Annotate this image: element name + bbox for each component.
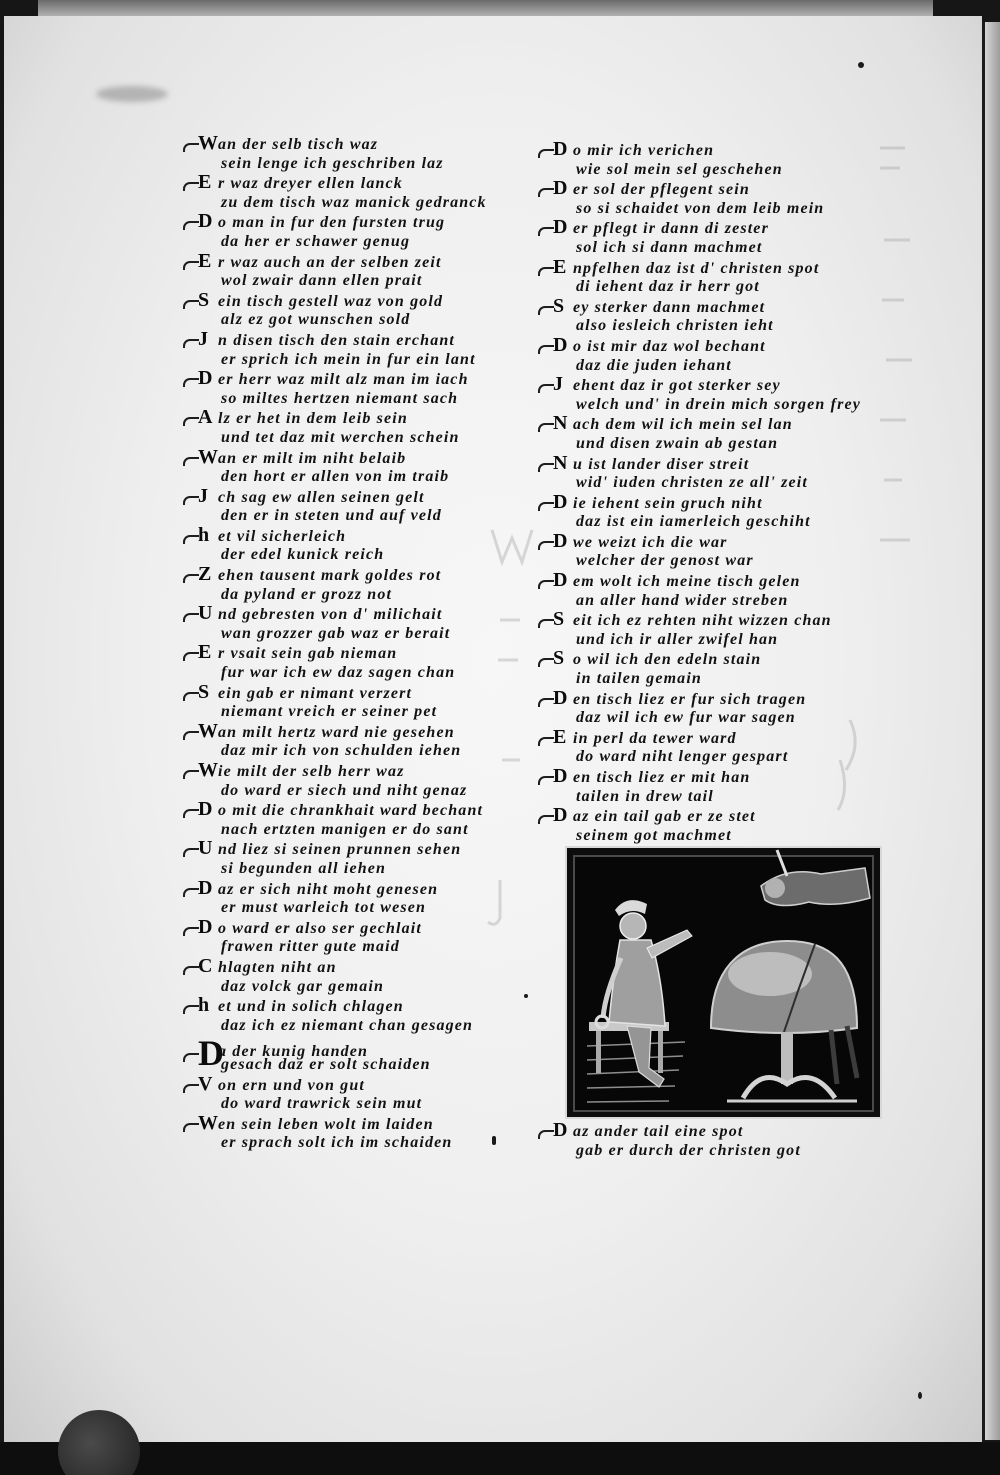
verse-line: [198, 467, 528, 487]
binding-edge: [982, 22, 1000, 1440]
initial-letter: D: [198, 369, 218, 389]
verse-line: [553, 1121, 888, 1141]
initial-letter: J: [198, 330, 218, 350]
initial-letter: D: [198, 918, 218, 938]
verse-text: und disen zwain ab gestan: [576, 434, 779, 452]
verse-line: [198, 484, 528, 507]
verse-line: [553, 529, 888, 552]
initial-letter: C: [198, 957, 218, 977]
verse-text: daz ich ez niemant chan gesagen: [221, 1016, 474, 1034]
verse-line: [198, 741, 528, 761]
initial-letter: W: [198, 132, 218, 154]
initial-letter: D: [553, 571, 573, 591]
verse-line: [553, 725, 888, 748]
verse-line: [198, 249, 528, 272]
verse-line: [198, 565, 528, 585]
initial-letter: S: [553, 649, 573, 669]
verse-text: zu dem tisch waz manick gedranck: [221, 193, 487, 211]
verse-line: [198, 954, 528, 977]
verse-line: [553, 610, 888, 630]
initial-letter: D: [553, 806, 573, 826]
verse-line: [198, 408, 528, 428]
initial-letter: N: [553, 414, 573, 434]
verse-line: [553, 686, 888, 709]
verse-line: [198, 134, 528, 154]
verse-text: und tet daz mit werchen schein: [221, 428, 460, 446]
initial-letter: V: [198, 1075, 218, 1095]
verse-text: lz er het in dem leib sein: [218, 410, 408, 428]
verse-text: wol zwair dann ellen prait: [221, 272, 423, 290]
verse-text: an er milt im niht belaib: [218, 449, 407, 467]
verse-line: [553, 333, 888, 356]
verse-text: so miltes hertzen niemant sach: [221, 389, 459, 407]
verse-line: [198, 719, 528, 742]
verse-text: alz ez got wunschen sold: [221, 311, 411, 329]
verse-text: ein tisch gestell waz von gold: [218, 292, 444, 310]
initial-letter: W: [198, 759, 218, 781]
verse-text: und ich ir aller zwifel han: [576, 630, 779, 648]
verse-text: r vsait sein gab nieman: [218, 645, 398, 663]
verse-line: [198, 585, 528, 605]
verse-line: [553, 512, 888, 532]
initial-letter: D: [553, 140, 573, 160]
verse-text: seinem got machmet: [576, 826, 732, 844]
verse-line: [553, 630, 888, 650]
initial-letter: U: [198, 604, 218, 624]
initial-letter: N: [553, 454, 573, 474]
verse-line: [198, 369, 528, 389]
verse-text: an aller hand wider streben: [576, 591, 789, 609]
verse-text: er pflegt ir dann di zester: [573, 220, 769, 238]
verse-text: sein lenge ich geschriben laz: [221, 154, 444, 172]
verse-text: wan grozzer gab waz er berait: [221, 624, 451, 642]
verse-text: so si schaidet von dem leib mein: [576, 199, 825, 217]
verse-text: a der kunig handen: [218, 1043, 369, 1061]
verse-text: er must warleich tot wesen: [221, 899, 427, 917]
verse-line: [198, 876, 528, 899]
verse-text: si begunden all iehen: [221, 859, 387, 877]
initial-letter: U: [198, 839, 218, 859]
verse-text: also iesleich christen ieht: [576, 317, 774, 335]
verse-text: nach ertzten manigen er do sant: [221, 820, 469, 838]
verse-line: [198, 663, 528, 683]
initial-letter: J: [553, 375, 573, 395]
verse-line: [198, 506, 528, 526]
verse-text: ch sag ew allen seinen gelt: [218, 488, 425, 506]
initial-letter: A: [198, 408, 218, 428]
initial-letter: S: [553, 297, 573, 317]
verse-line: [198, 915, 528, 938]
verse-text: do ward niht lenger gespart: [576, 748, 789, 766]
verse-line: [553, 649, 888, 669]
verse-line: [198, 859, 528, 879]
verse-line: [198, 937, 528, 957]
verse-text: az ein tail gab er ze stet: [573, 808, 756, 826]
initial-letter: D: [553, 532, 573, 552]
verse-line: [553, 826, 888, 846]
initial-letter: W: [198, 719, 218, 742]
initial-letter: W: [198, 1111, 218, 1134]
verse-line: [553, 356, 888, 376]
verse-line: [553, 490, 888, 513]
initial-letter: h: [198, 996, 218, 1016]
text-column-left: [198, 134, 528, 1153]
verse-line: [198, 173, 528, 193]
verse-line: [553, 294, 888, 317]
verse-line: [198, 545, 528, 565]
verse-text: eit ich ez rehten niht wizzen chan: [573, 612, 832, 630]
verse-text: daz volck gar gemain: [221, 977, 384, 995]
verse-line: [553, 179, 888, 199]
verse-line: [198, 389, 528, 409]
verse-text: nd gebresten von d' milichait: [218, 606, 443, 624]
ink-dot: [918, 1392, 922, 1399]
initial-letter: E: [198, 252, 218, 272]
verse-text: ie iehent sein gruch niht: [573, 494, 763, 512]
verse-line: [553, 669, 888, 689]
verse-text: en tisch liez er mit han: [573, 769, 751, 786]
initial-letter: Z: [198, 565, 218, 585]
initial-letter: D: [553, 767, 573, 787]
verse-text: tailen in drew tail: [576, 787, 714, 805]
verse-line: [198, 1111, 528, 1134]
initial-letter: D: [553, 218, 573, 238]
verse-line: [553, 451, 888, 474]
initial-letter: S: [553, 610, 573, 630]
verse-text: den er in steten und auf veld: [221, 507, 442, 525]
verse-text: fur war ich ew daz sagen chan: [221, 664, 456, 682]
verse-text: in tailen gemain: [576, 670, 702, 688]
verse-line: [553, 787, 888, 807]
verse-line: [198, 702, 528, 722]
verse-text: di iehent daz ir herr got: [576, 278, 760, 296]
verse-text: ey sterker dann machmet: [573, 298, 766, 316]
verse-line: [553, 806, 888, 826]
initial-letter: D: [198, 800, 218, 820]
verse-line: [198, 350, 528, 370]
verse-text: ehen tausent mark goldes rot: [218, 567, 442, 585]
verse-line: [198, 898, 528, 918]
verse-text: et und in solich chlagen: [218, 998, 404, 1016]
initial-letter: h: [198, 526, 218, 546]
verse-text: ie milt der selb herr waz: [218, 763, 405, 780]
verse-line: [198, 996, 528, 1016]
verse-line: [198, 288, 528, 311]
verse-text: an milt hertz ward nie gesehen: [218, 723, 455, 741]
verse-text: en sein leben wolt im laiden: [218, 1115, 434, 1133]
verse-text: do ward trawrick sein mut: [221, 1095, 423, 1113]
verse-line: [553, 747, 888, 767]
verse-text: er sprich ich mein in fur ein lant: [221, 350, 476, 368]
verse-text: daz ist ein iamerleich geschiht: [576, 513, 811, 531]
miniature-drawing: [565, 846, 882, 1119]
verse-text: ein gab er nimant verzert: [218, 684, 413, 702]
verse-text: daz die juden iehant: [576, 356, 732, 374]
verse-text: daz wil ich ew fur war sagen: [576, 709, 796, 727]
verse-text: we weizt ich die war: [573, 533, 728, 551]
initial-letter: E: [198, 643, 218, 663]
verse-line: [198, 680, 528, 703]
verse-line: [553, 395, 888, 415]
text-column-right: [553, 140, 888, 845]
verse-line: [198, 310, 528, 330]
verse-line: [553, 199, 888, 219]
verse-line: [553, 591, 888, 611]
verse-line: [553, 255, 888, 278]
initial-letter: S: [198, 291, 218, 311]
verse-line: [553, 238, 888, 258]
initial-letter: W: [198, 445, 218, 468]
verse-text: welch und' in drein mich sorgen frey: [576, 395, 861, 413]
verse-line: [198, 445, 528, 468]
verse-text: den hort er allen von im traib: [221, 468, 450, 486]
initial-letter: D: [198, 212, 218, 232]
verse-text: on ern und von gut: [218, 1076, 365, 1094]
verse-line: [553, 551, 888, 571]
verse-text: ehent daz ir got sterker sey: [573, 377, 781, 395]
verse-text: wie sol mein sel geschehen: [576, 160, 783, 178]
verse-text: ach dem wil ich mein sel lan: [573, 416, 793, 434]
verse-line: [198, 193, 528, 213]
verse-text: az er sich niht moht genesen: [218, 880, 439, 898]
verse-line: [198, 1072, 528, 1095]
initial-letter: D: [553, 493, 573, 513]
verse-text: o mit die chrankhait ward bechant: [218, 802, 484, 820]
verse-line: [198, 327, 528, 350]
verse-line: [198, 154, 528, 174]
verse-line: [198, 781, 528, 801]
initial-letter: E: [553, 258, 573, 278]
verse-line: [553, 140, 888, 160]
verse-line: [198, 1055, 528, 1075]
verse-line: [553, 708, 888, 728]
verse-line: [198, 271, 528, 291]
verse-text: em wolt ich meine tisch gelen: [573, 573, 801, 591]
verse-text: o man in fur den fursten trug: [218, 214, 446, 232]
initial-letter: D: [553, 1121, 573, 1141]
verse-text: hlagten niht an: [218, 958, 337, 976]
verse-line: [553, 414, 888, 434]
verse-line: [198, 1016, 528, 1036]
verse-line: [553, 434, 888, 454]
ink-dot: [858, 62, 864, 68]
verse-text: o ward er also ser gechlait: [218, 919, 422, 937]
verse-line: [553, 277, 888, 297]
verse-line: [198, 523, 528, 546]
verse-text: da pyland er grozz not: [221, 585, 393, 603]
verse-text: da her er schawer genug: [221, 232, 411, 250]
verse-line: [553, 316, 888, 336]
verse-text: er sol der pflegent sein: [573, 181, 750, 199]
verse-text: o ist mir daz wol bechant: [573, 337, 766, 355]
verse-line: [553, 767, 888, 787]
verse-line: [198, 643, 528, 663]
verse-text: gesach daz er solt schaiden: [221, 1055, 431, 1073]
stain-mark: [96, 86, 168, 102]
verse-line: [198, 428, 528, 448]
verse-text: r waz auch an der selben zeit: [218, 253, 442, 271]
verse-line: [553, 160, 888, 180]
initial-letter: D: [198, 1033, 224, 1074]
verse-text: et vil sicherleich: [218, 527, 347, 545]
verse-text: wid' iuden christen ze all' zeit: [576, 474, 808, 492]
verse-text: nd liez si seinen prunnen sehen: [218, 841, 462, 859]
initial-letter: E: [198, 173, 218, 193]
verse-text: er sprach solt ich im schaiden: [221, 1134, 453, 1152]
initial-letter: D: [553, 179, 573, 199]
verse-line: [198, 1094, 528, 1114]
verse-text: do ward er siech und niht genaz: [221, 781, 468, 799]
initial-letter: S: [198, 683, 218, 703]
verse-line: [198, 1133, 528, 1153]
initial-letter: D: [553, 689, 573, 709]
verse-line: [553, 571, 888, 591]
initial-letter: D: [198, 879, 218, 899]
verse-text: frawen ritter gute maid: [221, 938, 400, 956]
verse-line: [553, 218, 888, 238]
verse-line: [553, 473, 888, 493]
verse-text: gab er durch der christen got: [576, 1141, 801, 1159]
verse-text: npfelhen daz ist d' christen spot: [573, 259, 820, 277]
initial-letter: E: [553, 728, 573, 748]
verse-text: welcher der genost war: [576, 552, 754, 570]
verse-text: der edel kunick reich: [221, 546, 385, 564]
verse-text: sol ich si dann machmet: [576, 238, 763, 256]
verse-text: en tisch liez er fur sich tragen: [573, 690, 807, 708]
verse-text: u ist lander diser streit: [573, 455, 750, 473]
initial-letter: J: [198, 487, 218, 507]
verse-line: [198, 977, 528, 997]
verse-text: in perl da tewer ward: [573, 729, 737, 747]
verse-line: [198, 604, 528, 624]
verse-text: o mir ich verichen: [573, 142, 715, 159]
verse-text: az ander tail eine spot: [573, 1123, 744, 1140]
miniature-illustration: [565, 846, 882, 1119]
verse-text: niemant vreich er seiner pet: [221, 703, 438, 721]
verse-text: o wil ich den edeln stain: [573, 651, 762, 669]
verse-line: [553, 1141, 888, 1161]
verse-line: [198, 761, 528, 781]
verse-line: [198, 839, 528, 859]
verse-text: er herr waz milt alz man im iach: [218, 371, 469, 389]
verse-text: daz mir ich von schulden iehen: [221, 742, 462, 760]
verse-text: an der selb tisch waz: [218, 136, 379, 153]
verse-line: [198, 624, 528, 644]
scan-bottom-edge: [0, 1442, 1000, 1475]
verse-line: [198, 232, 528, 252]
verse-line: [198, 212, 528, 232]
verse-line: [553, 375, 888, 395]
text-column-right-lower: [553, 1121, 888, 1160]
verse-line: [198, 800, 528, 820]
initial-letter: D: [553, 336, 573, 356]
verse-text: n disen tisch den stain erchant: [218, 331, 456, 349]
verse-line: [198, 820, 528, 840]
verse-text: r waz dreyer ellen lanck: [218, 175, 403, 193]
